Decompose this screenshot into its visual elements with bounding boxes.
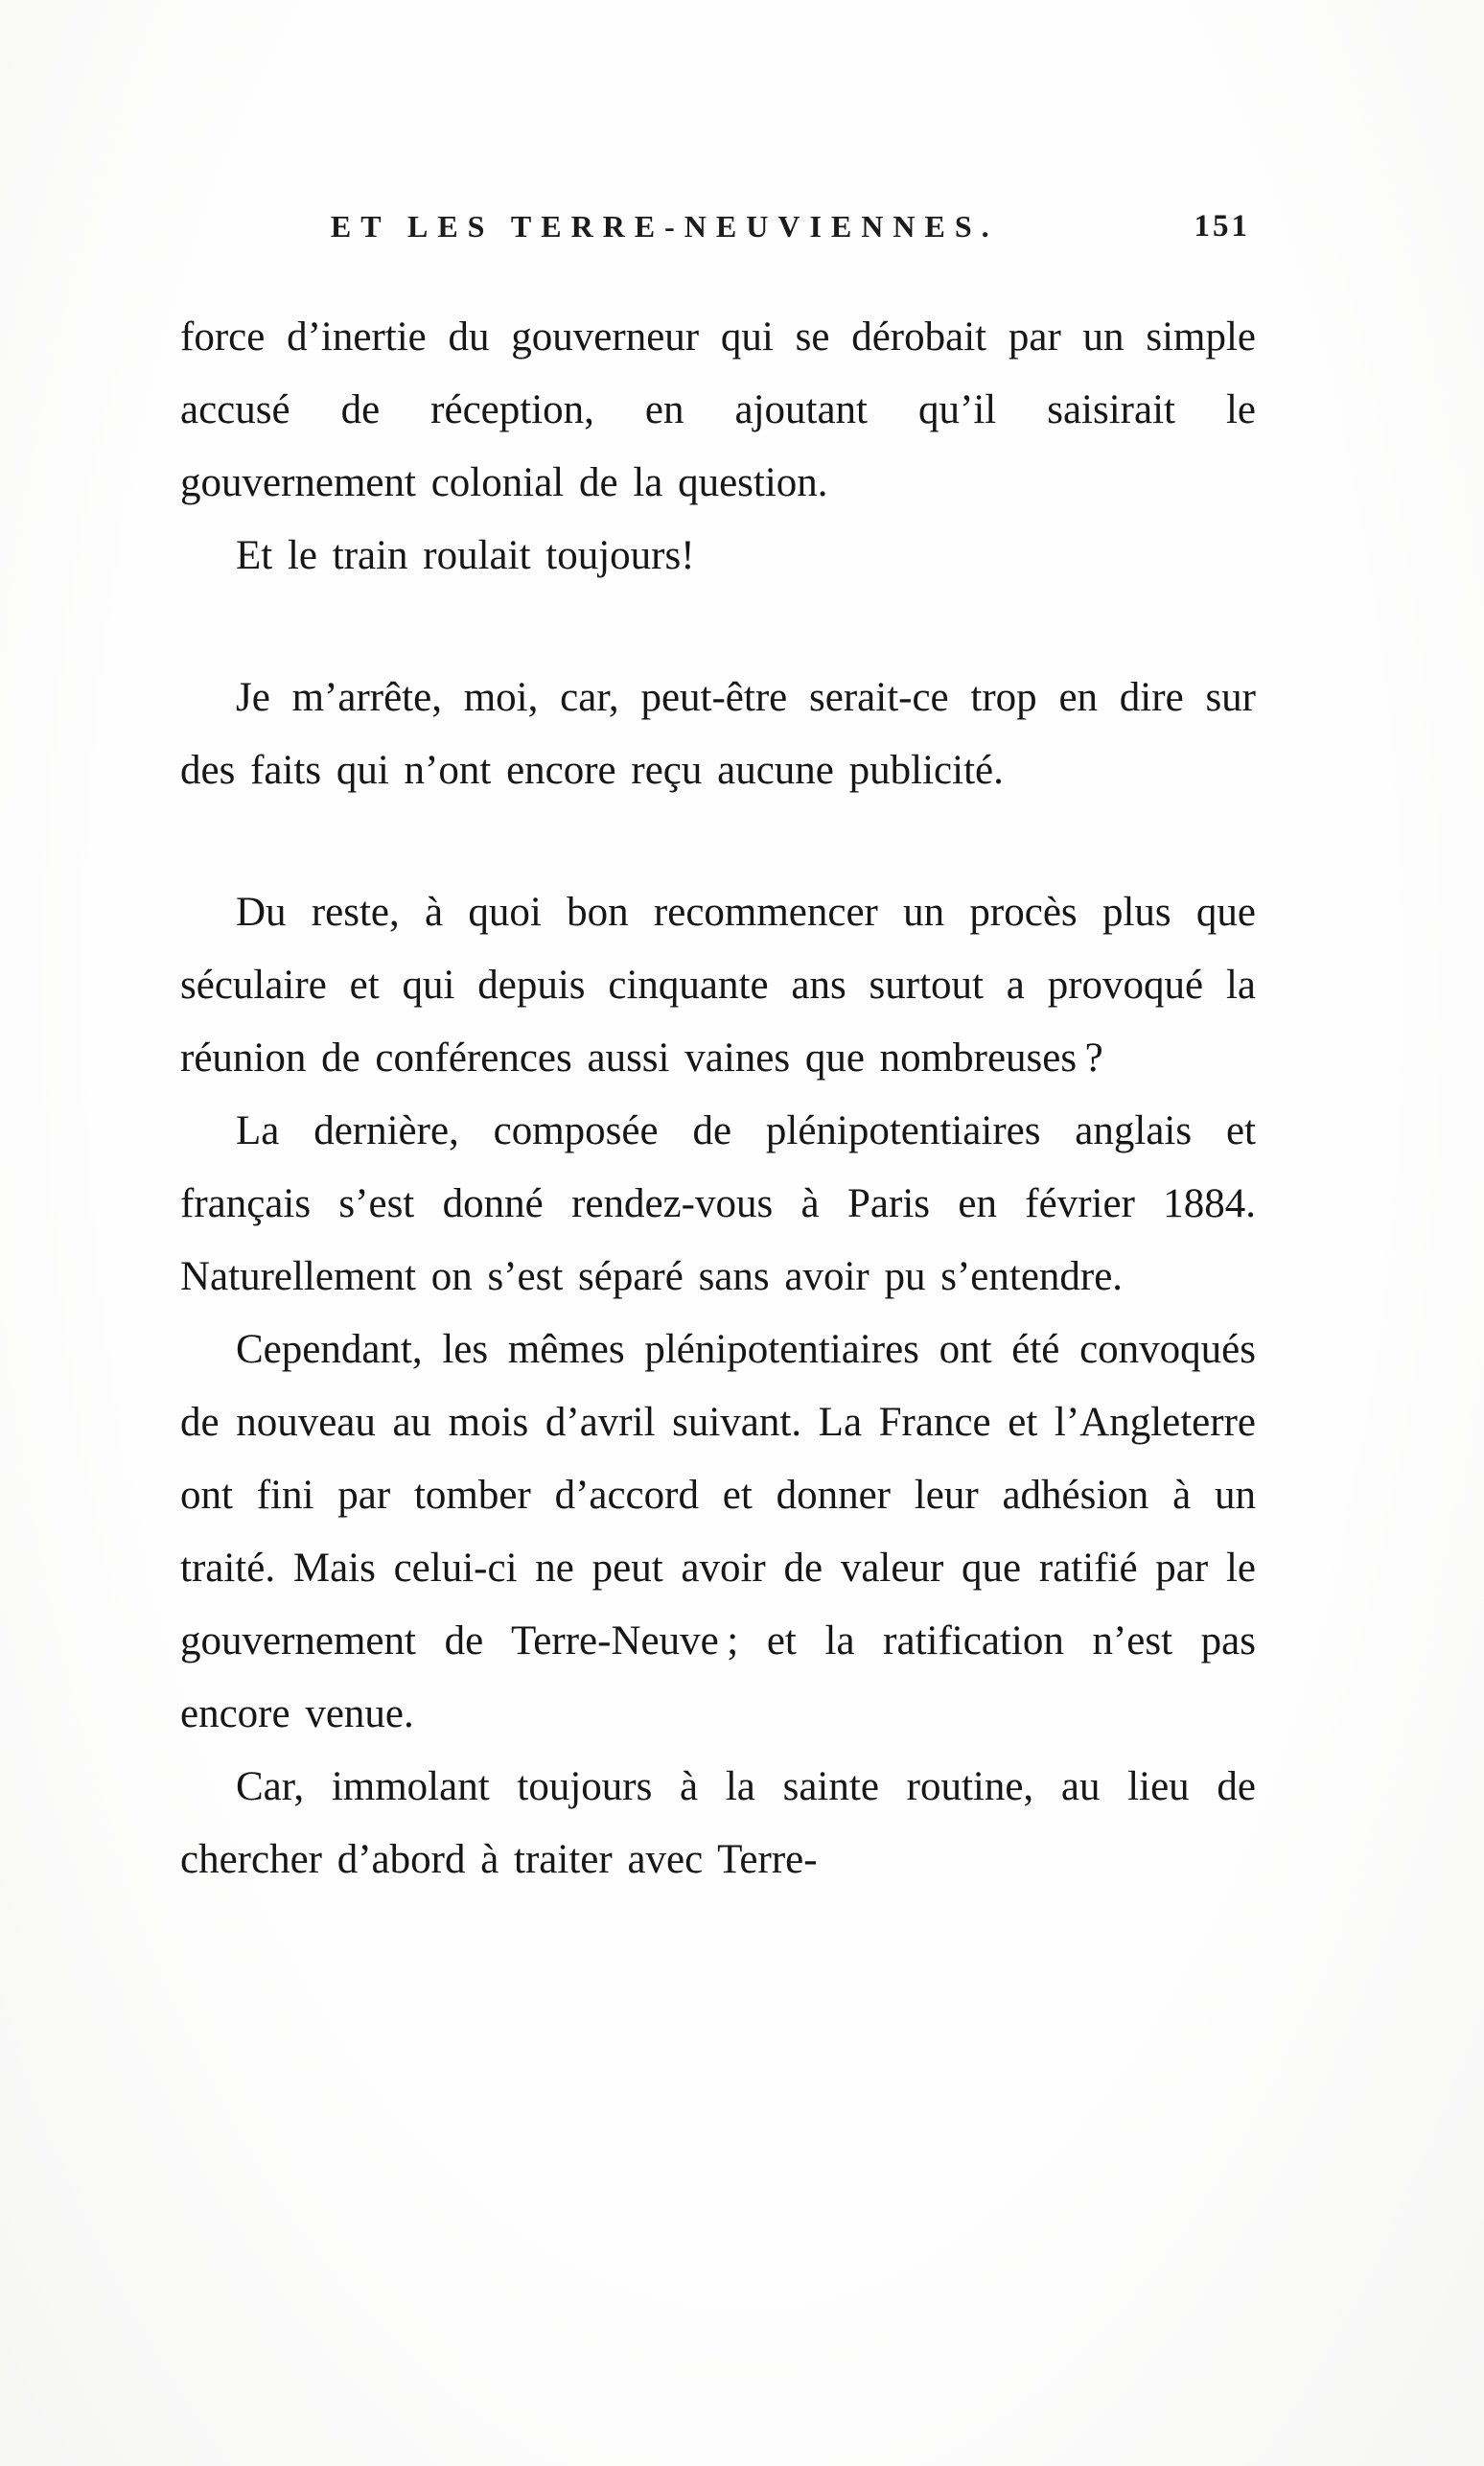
paragraph: force d’inertie du gouverneur qui se dérobait par un simple accusé de réception, en ajoutant qu’il saisirait le gouvernement colonial de la question. <box>180 314 1256 505</box>
paragraph: La dernière, composée de plénipotentiaires anglais et français s’est donné rendez-vous à Paris en février 1884. Naturellement on s’est séparé sans avoir pu s’entendre. <box>180 1108 1256 1299</box>
paragraph: Je m’arrête, moi, car, peut-être serait-ce trop en dire sur des faits qui n’ont encore reçu aucune publicité. <box>180 675 1256 793</box>
paragraph: Et le train roulait toujours! <box>236 533 695 578</box>
running-header <box>180 209 1256 263</box>
page-number: 151 <box>1194 209 1250 244</box>
paragraph: Car, immolant toujours à la sainte routine, au lieu de chercher d’abord à traiter avec Terre- <box>180 1764 1256 1882</box>
paragraph: Cependant, les mêmes plénipotentiaires ont été convoqués de nouveau au mois d’avril suivant. La France et l’Angleterre ont fini par tomber d’accord et donner leur adhésion à un traité. Mais celui-ci ne peut avoir de valeur que ratifié par le gouvernement de Terre-Neuve ; et la ratification n’est pas encore venue. <box>180 1327 1256 1736</box>
running-header-title: ET LES TERRE-NEUVIENNES. <box>330 209 999 244</box>
body-text <box>180 301 1256 1896</box>
text-column <box>180 209 1256 1896</box>
paragraph: Du reste, à quoi bon recommencer un procès plus que séculaire et qui depuis cinquante ans surtout a provoqué la réunion de conférences aussi vaines que nombreuses ? <box>180 890 1256 1081</box>
